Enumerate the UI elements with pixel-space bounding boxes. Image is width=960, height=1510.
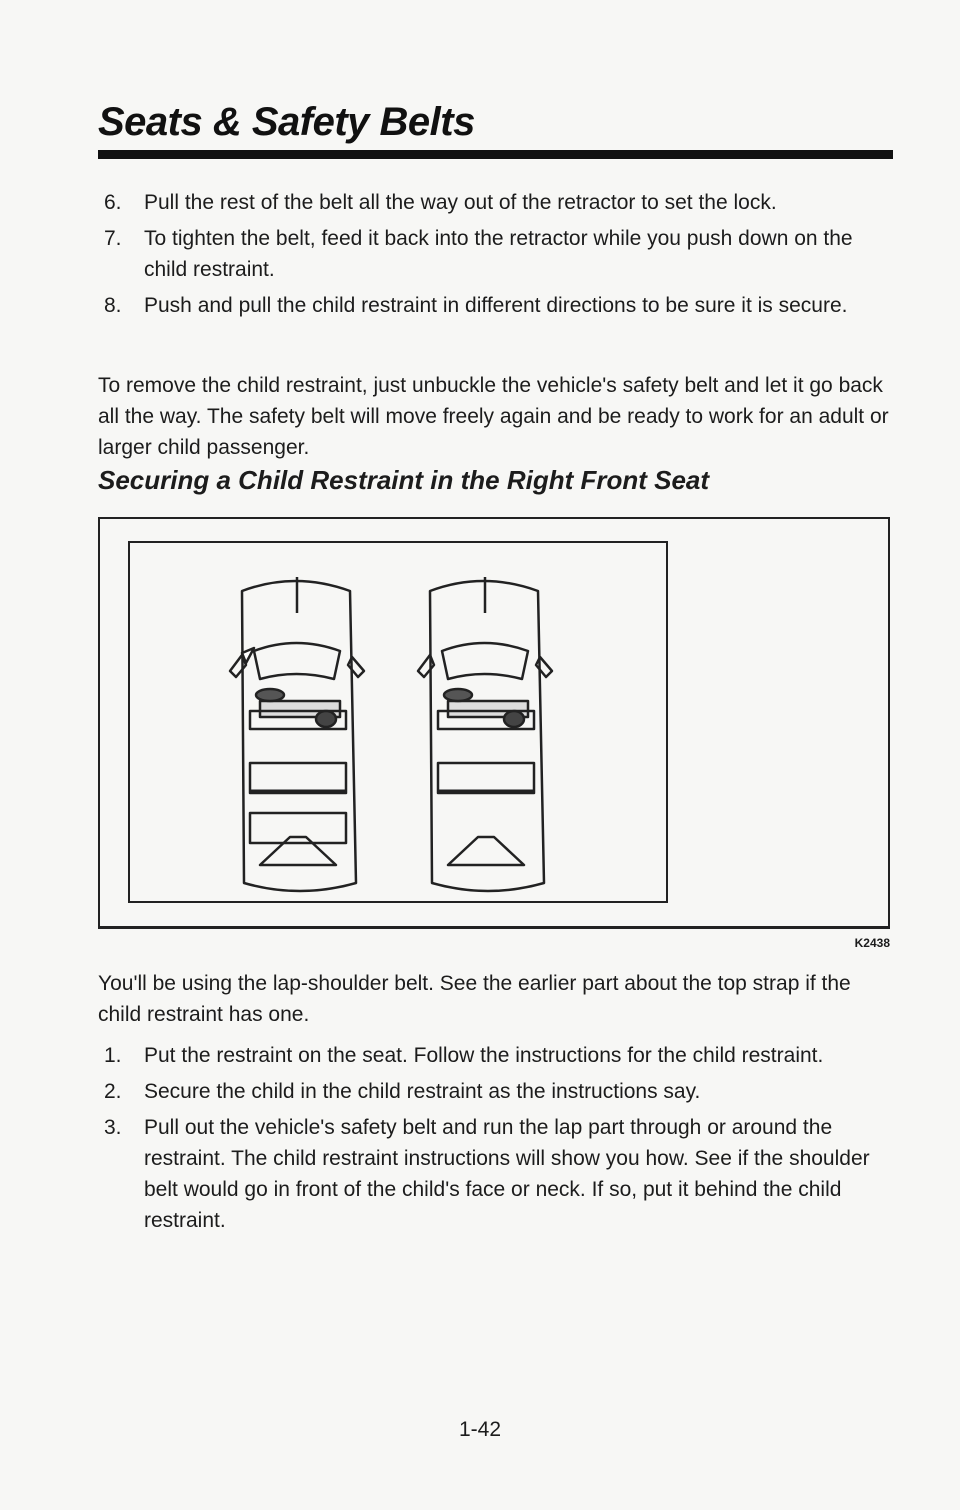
- vehicle-right-icon: [418, 577, 552, 891]
- figure-frame: [98, 517, 890, 929]
- vehicle-left-icon: [230, 577, 364, 891]
- lap-shoulder-paragraph: You'll be using the lap-shoulder belt. See the earlier part about the top strap if the child restraint has one.: [98, 972, 851, 1026]
- step-text: To tighten the belt, feed it back into the retractor while you push down on the child restraint.: [144, 227, 853, 281]
- list-item: [104, 187, 894, 218]
- title-rule: [98, 150, 893, 159]
- steps-continued: [104, 187, 894, 326]
- step-number: 8.: [104, 294, 122, 317]
- page-title: Seats & Safety Belts: [98, 100, 475, 144]
- vehicle-top-view-illustration: [130, 543, 666, 901]
- step-text: Secure the child in the child restraint as the instructions say.: [144, 1080, 701, 1103]
- step-number: 2.: [104, 1080, 122, 1103]
- remove-restraint-paragraph: To remove the child restraint, just unbuckle the vehicle's safety belt and let it go back all the way. The safety belt will move freely again and be ready to work for an adult or larger child passenger.: [98, 374, 889, 459]
- figure-code: K2438: [854, 936, 890, 950]
- step-text: Pull the rest of the belt all the way out of the retractor to set the lock.: [144, 191, 777, 214]
- step-text: Pull out the vehicle's safety belt and run the lap part through or around the restraint. The child restraint instructions will show you how. See if the shoulder belt would go in front of the child's face or neck. If so, put it behind the child restraint.: [144, 1116, 870, 1232]
- section-heading: Securing a Child Restraint in the Right Front Seat: [98, 465, 710, 495]
- step-number: 7.: [104, 227, 122, 250]
- list-item: [104, 1040, 894, 1071]
- page-number: 1-42: [458, 1418, 502, 1441]
- list-item: [104, 223, 894, 285]
- list-item: [104, 290, 894, 321]
- steps-right-front: [104, 1040, 894, 1241]
- step-number: 1.: [104, 1044, 122, 1067]
- step-text: Push and pull the child restraint in different directions to be sure it is secure.: [144, 294, 848, 317]
- step-number: 3.: [104, 1116, 122, 1139]
- step-number: 6.: [104, 191, 122, 214]
- list-item: [104, 1112, 894, 1236]
- vehicle-diagram: [128, 541, 668, 903]
- step-text: Put the restraint on the seat. Follow the instructions for the child restraint.: [144, 1044, 824, 1067]
- list-item: [104, 1076, 894, 1107]
